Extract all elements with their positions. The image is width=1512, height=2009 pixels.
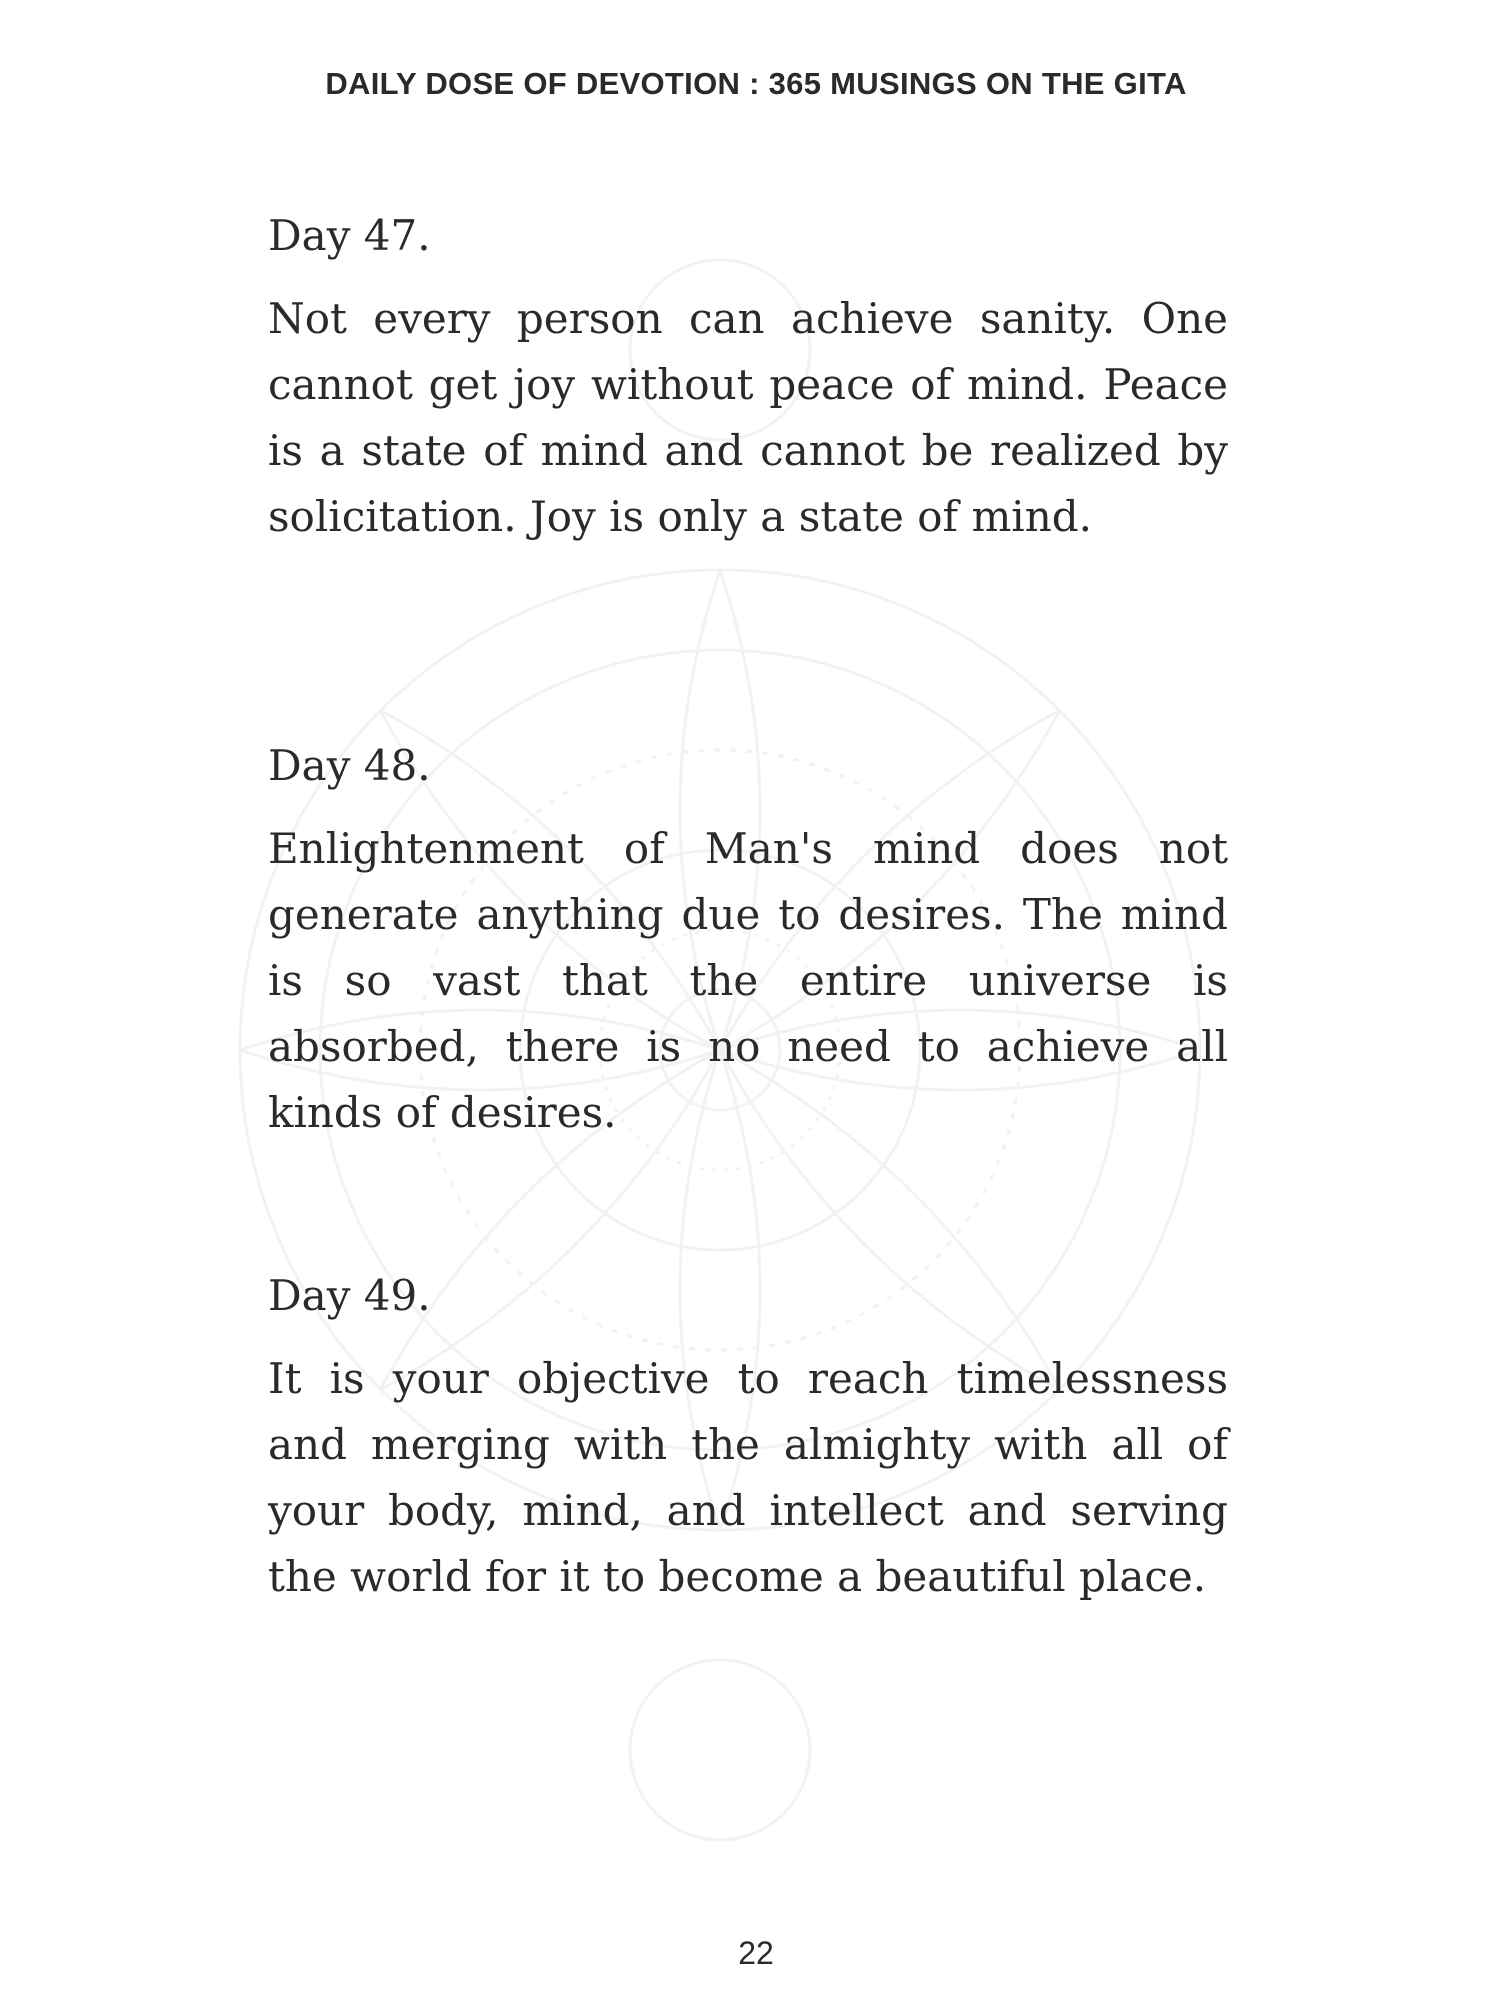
entry-title: Day 49. [268, 1271, 431, 1320]
entry-title: Day 47. [268, 211, 431, 260]
entry-body: Not every person can achieve sanity. One cannot get joy without peace of mind. Peace is a state of mind and cannot be realized by solicitation. Joy is only a state of mind. [268, 294, 1228, 541]
entry-day-48 [268, 738, 1228, 1146]
entry-day-47 [268, 208, 1228, 550]
entry-body: Enlightenment of Man's mind does not generate anything due to desires. The mind is so vast that the entire universe is absorbed, there is no need to achieve all kinds of desires. [268, 824, 1228, 1137]
entry-title: Day 48. [268, 741, 431, 790]
entry-day-49 [268, 1268, 1228, 1610]
page-number: 22 [738, 1935, 774, 1971]
running-header: DAILY DOSE OF DEVOTION : 365 MUSINGS ON THE GITA [325, 66, 1187, 101]
entry-body: It is your objective to reach timelessness and merging with the almighty with all of your body, mind, and intellect and serving the world for it to become a beautiful place. [268, 1354, 1228, 1601]
